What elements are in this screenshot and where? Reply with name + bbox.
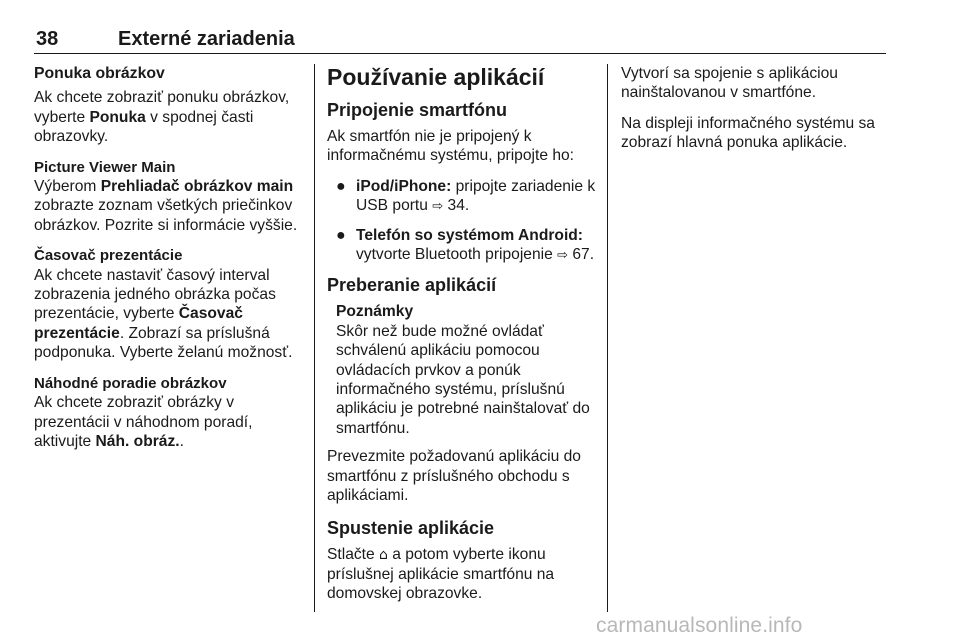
page-reference-arrow-icon: ⇨: [432, 199, 444, 215]
page-number: 38: [36, 28, 59, 50]
subheading-start-app: Spustenie aplikácie: [327, 517, 495, 538]
paragraph-main-menu-shown: Na displeji informačného systému sa zobrazí hlavná ponuka aplikácie.: [621, 114, 875, 152]
bullet-icon: ●: [336, 226, 346, 244]
paragraph-picture-menu: Ak chcete zobraziť ponuku obrázkov, vyberte Ponuka v spodnej časti obrazovky.: [34, 89, 290, 146]
paragraph-download: Prevezmite požadovanú aplikáciu do smartfónu z príslušného obchodu s aplikáciami.: [327, 448, 581, 505]
subheading-download-apps: Preberanie aplikácií: [327, 275, 497, 296]
connection-list: [327, 177, 597, 266]
section-heading-shuffle: Náhodné poradie obrázkov: [34, 374, 227, 392]
subheading-connect-smartphone: Pripojenie smartfónu: [327, 100, 508, 120]
column-divider-left: [314, 64, 315, 612]
list-item-ipod: ● iPod/iPhone: pripojte zariadenie k USB portu ⇨ 34.: [336, 177, 596, 215]
paragraph-start-app: Stlačte ⌂ a potom vyberte ikonu príslušnej aplikácie smartfónu na domovskej obrazovke.: [327, 545, 555, 603]
page-reference-arrow-icon: ⇨: [557, 248, 569, 264]
left-column: [34, 64, 306, 462]
note-heading: Poznámky: [336, 303, 414, 321]
note-box: [327, 302, 597, 438]
section-heading-slideshow-timer: Časovač prezentácie: [34, 247, 183, 265]
section-title-using-apps: Používanie aplikácií: [327, 64, 545, 90]
section-heading-picture-viewer-main: Picture Viewer Main: [34, 158, 176, 176]
page-header: [34, 23, 886, 54]
paragraph-connect-intro: Ak smartfón nie je pripojený k informačnému systému, pripojte ho:: [327, 128, 575, 165]
watermark: carmanualsonline.info: [596, 614, 803, 637]
paragraph-picture-viewer-main: Výberom Prehliadač obrázkov main zobrazte zoznam všetkých priečinkov obrázkov. Pozrite si informácie vyššie.: [34, 178, 298, 234]
note-text: Skôr než bude možné ovládať schválenú aplikáciu pomocou ovládacích prvkov a ponúk informačného systému, príslušnú aplikáciu je potrebné nainštalovať do smartfónu.: [336, 322, 590, 437]
paragraph-shuffle: Ak chcete zobraziť obrázky v prezentácii v náhodnom poradí, aktivujte Náh. obráz..: [34, 394, 253, 450]
column-divider-right: [607, 64, 608, 612]
paragraph-slideshow-timer: Ak chcete nastaviť časový interval zobrazenia jedného obrázka počas prezentácie, vyberte Časovač prezentácie. Zobrazí sa príslušná podponuka. Vyberte želanú možnosť.: [34, 266, 293, 362]
right-column: [621, 64, 889, 164]
home-button-icon: ⌂: [379, 546, 388, 563]
section-heading-picture-menu: Ponuka obrázkov: [34, 65, 165, 82]
bullet-icon: ●: [336, 177, 346, 195]
list-item-android: ● Telefón so systémom Android: vytvorte Bluetooth pripojenie ⇨ 67.: [336, 226, 595, 264]
chapter-title: Externé zariadenia: [118, 28, 295, 50]
middle-column: [327, 64, 597, 615]
paragraph-connection-established: Vytvorí sa spojenie s aplikáciou nainštalovanou v smartfóne.: [621, 65, 838, 102]
